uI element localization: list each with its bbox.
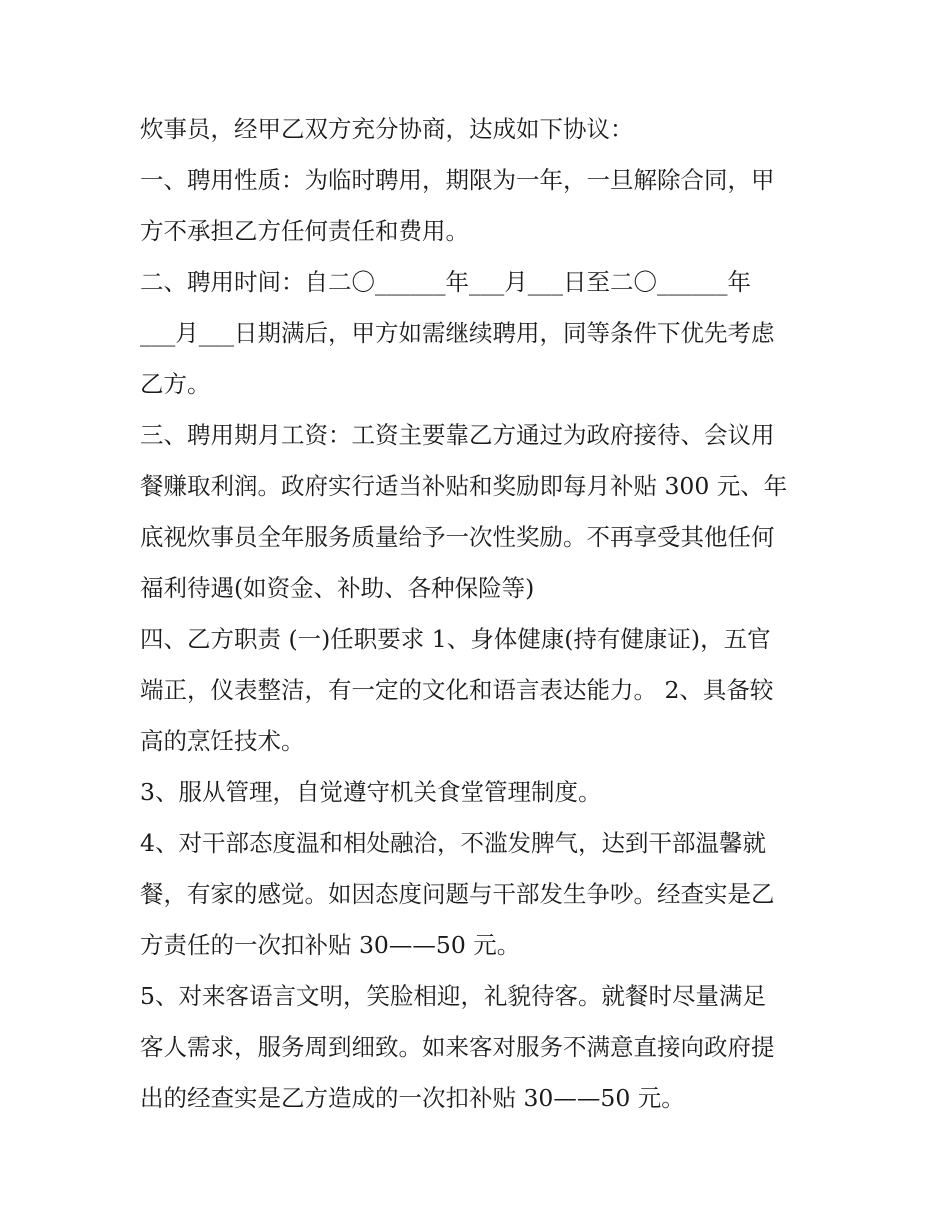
body-line: 四、乙方职责 (一)任职要求 1、身体健康(持有健康证)，五官 <box>140 625 771 653</box>
body-line: 5、对来客语言文明，笑脸相迎，礼貌待客。就餐时尽量满足 <box>140 982 766 1010</box>
body-line: 4、对干部态度温和相处融洽，不滥发脾气，达到干部温馨就 <box>140 829 766 857</box>
body-line: 炊事员，经甲乙双方充分协商，达成如下协议： <box>140 115 634 143</box>
body-line: 福利待遇(如资金、补助、各种保险等) <box>140 574 535 602</box>
body-line: 高的烹饪技术。 <box>140 727 305 755</box>
body-line: 端正，仪表整洁，有一定的文化和语言表达能力。 2、具备较 <box>140 676 774 704</box>
document-body <box>140 104 820 1124</box>
body-line: 乙方。 <box>140 370 211 398</box>
body-line: 一、聘用性质：为临时聘用，期限为一年，一旦解除合同，甲 <box>140 166 775 194</box>
body-line: 三、聘用期月工资：工资主要靠乙方通过为政府接待、会议用 <box>140 421 775 449</box>
body-line: 底视炊事员全年服务质量给予一次性奖励。不再享受其他任何 <box>140 523 775 551</box>
body-line: 餐，有家的感觉。如因态度问题与干部发生争吵。经查实是乙 <box>140 880 775 908</box>
body-line: 餐赚取利润。政府实行适当补贴和奖励即每月补贴 300 元、年 <box>140 472 788 500</box>
body-line: 方不承担乙方任何责任和费用。 <box>140 217 469 245</box>
body-line: 方责任的一次扣补贴 30——50 元。 <box>140 931 521 959</box>
body-line: 出的经查实是乙方造成的一次扣补贴 30——50 元。 <box>140 1084 685 1112</box>
body-line: 客人需求，服务周到细致。如来客对服务不满意直接向政府提 <box>140 1033 775 1061</box>
body-line: ___月___日期满后，甲方如需继续聘用，同等条件下优先考虑 <box>140 319 775 347</box>
body-line: 3、服从管理，自觉遵守机关食堂管理制度。 <box>140 778 602 806</box>
body-line: 二、聘用时间：自二〇______年___月___日至二〇______年 <box>140 268 751 296</box>
